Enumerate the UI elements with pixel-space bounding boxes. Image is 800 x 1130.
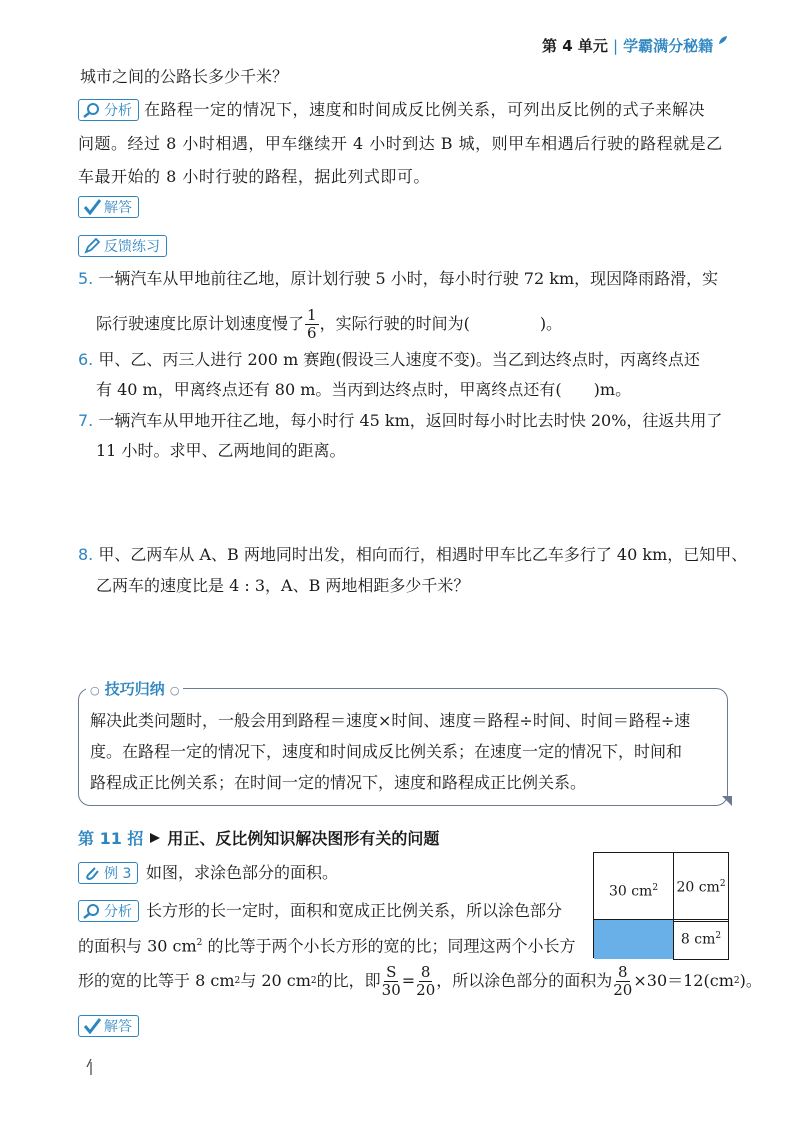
tip-line2: 度。在路程一定的情况下，速度和时间成反比例关系；在速度一定的情况下，时间和 [90,742,683,761]
question-text: ，实际行驶的时间为( [319,314,470,333]
answer-badge-2 [78,1015,139,1038]
practice-badge [78,235,167,258]
fraction: $\frac{8}{20}$ [416,962,436,999]
figure-label-30: 30 $cm^2$ [608,883,659,900]
practice-label: 反馈练习 [104,239,160,255]
pencil-icon [83,238,101,254]
question-5-line1 [78,268,718,290]
figure-label-20: 20 $cm^2$ [676,878,726,896]
fraction: $\frac{S}{30}$ [381,962,401,999]
tip-title-wrap: ○ 技巧归纳 ○ [86,678,183,699]
figure-label-8: 8 $cm^2$ [680,931,722,948]
page-mark-icon [84,1058,94,1076]
answer-label: 解答 [104,1019,132,1035]
analysis2-line1: 长方形的长一定时，面积和宽成正比例关系，所以涂色部分 [146,901,563,920]
analysis1-line3: 车最开始的 8 小时行驶的路程，据此列式即可。 [78,167,430,186]
section-label: 第 11 招 [78,829,144,848]
question-text: 有 40 m，甲离终点还有 80 m。当丙到达终点时，甲离终点还有( [96,380,562,399]
analysis1-line1: 在路程一定的情况下，速度和时间成反比例关系，可列出反比例的式子来解决 [144,100,706,119]
figure-cell-top-right [673,852,729,922]
question-text: 际行驶速度比原计划速度慢了 [96,314,305,333]
tip-title: 技巧归纳 [104,680,165,698]
fraction-numerator: 1 [307,305,317,324]
corner-arrow-icon [722,796,732,806]
question-text: )。 [539,314,563,333]
analysis-badge-2 [78,900,139,923]
header-separator: | [612,37,619,55]
question-8-line2: 乙两车的速度比是 4 : 3，A、B 两地相距多少千米？ [96,576,470,595]
magnifier-icon [83,102,101,118]
magnifier-icon [83,903,101,919]
paperclip-icon [83,865,101,881]
question-text: 一辆汽车从甲地开往乙地，每小时行 45 km，返回时每小时比去时快 20%，往返共用了 [98,411,723,430]
checkmark-icon [83,1018,101,1034]
question-6-line2 [96,379,631,401]
intro-line: 城市之间的公路长多少千米？ [80,67,289,86]
divider [593,919,673,920]
analysis-label: 分析 [104,103,132,119]
fraction: $\frac{8}{20}$ [613,962,633,999]
example-badge [78,862,138,885]
question-text: 甲、乙、丙三人进行 200 m 赛跑(假设三人速度不变)。当乙到达终点时，丙离终点还 [98,350,700,369]
example-text: 如图，求涂色部分的面积。 [146,863,339,882]
figure-cell-bottom-right [673,919,729,960]
question-8-line1 [78,544,747,566]
question-5-line2 [96,304,562,344]
analysis1-line2: 问题。经过 8 小时相遇，甲车继续开 4 小时到达 B 城，则甲车相遇后行驶的路程就是乙 [78,134,723,153]
shaded-region [594,920,673,959]
triangle-icon [149,832,161,844]
section-title [78,826,439,849]
section-heading: 用正、反比例知识解决图形有关的问题 [167,829,440,848]
question-text: 一辆汽车从甲地前往乙地，原计划行驶 5 小时，每小时行驶 72 km，现因降雨路滑，实 [98,269,719,288]
question-text: )m。 [593,380,632,399]
tip-line1: 解决此类问题时，一般会用到路程＝速度×时间、速度＝路程÷时间、时间＝路程÷速 [90,711,691,730]
fraction [305,307,319,342]
brand-label: 学霸满分秘籍 [623,37,714,55]
checkmark-icon [83,199,101,215]
example-label: 例 3 [104,866,132,882]
question-7-line2: 11 小时。求甲、乙两地间的距离。 [96,441,346,460]
page-header [542,35,728,56]
answer-label: 解答 [104,200,132,216]
analysis2-line3: 形的宽的比等于 8 cm 2 与 20 cm 2 的比，即 $\frac{S}{30}$ = $\frac{8}{20}$ ，所以涂色部分的面积为 $\frac{8}{20}$ ×30＝12(cm 2 )。 [78,962,762,999]
unit-label: 第 4 单元 [542,37,608,55]
area-figure [593,852,728,960]
analysis2-line2: 的面积与 30 $cm^2$ 的比等于两个小长方形的宽的比；同理这两个小长方 [78,936,576,956]
answer-badge [78,196,139,219]
leaf-icon [718,35,728,45]
tip-line3: 路程成正比例关系；在时间一定的情况下，速度和路程成正比例关系。 [90,773,587,792]
question-number: 8. [78,545,94,564]
question-text: 甲、乙两车从 A、B 两地同时出发，相向而行，相遇时甲车比乙车多行了 40 km，已知甲、 [98,545,748,564]
question-7-line1 [78,410,722,432]
fraction-denominator: 6 [307,323,317,342]
analysis-badge [78,99,139,122]
question-number: 7. [78,411,94,430]
analysis-label: 分析 [104,904,132,920]
question-number: 6. [78,350,94,369]
question-6-line1 [78,349,700,371]
question-number: 5. [78,269,94,288]
